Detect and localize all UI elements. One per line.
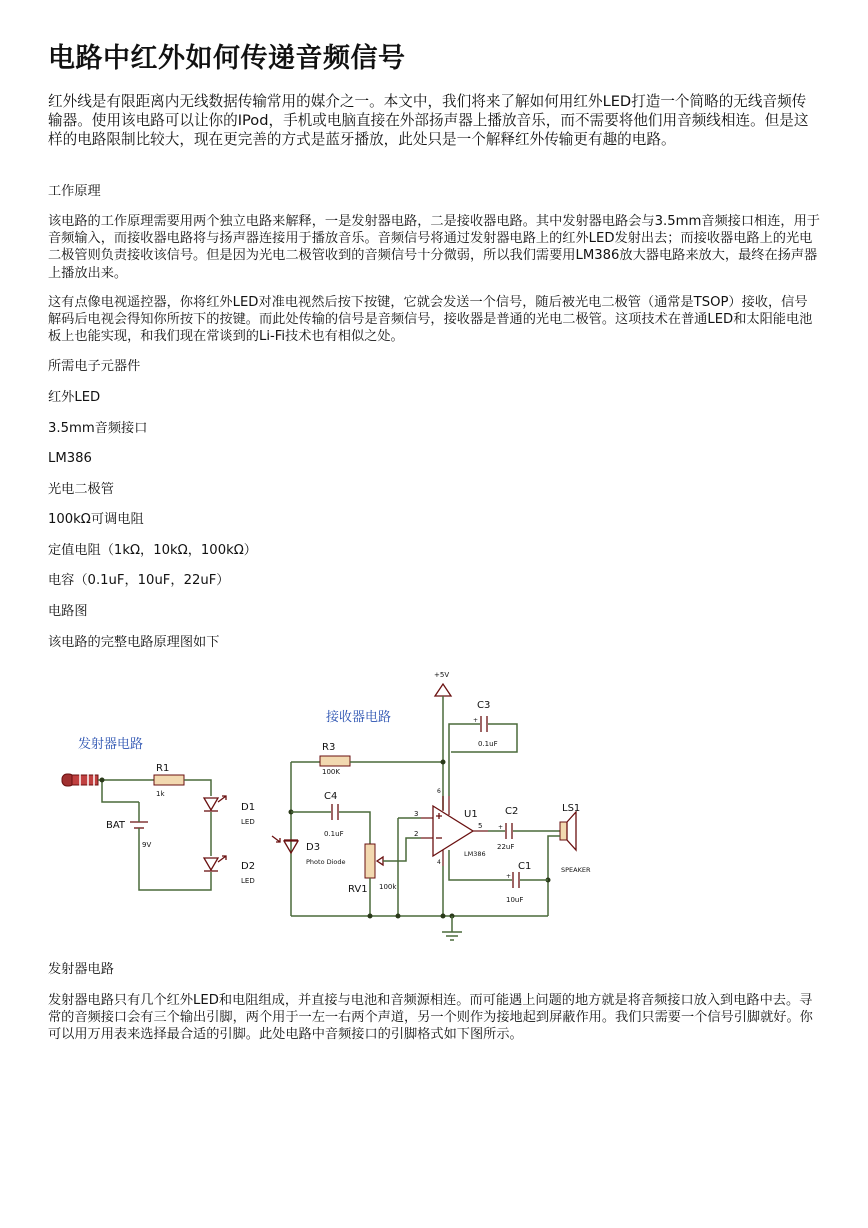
rv1-label: RV1 <box>348 884 368 895</box>
r1-label: R1 <box>156 763 170 774</box>
circuit-schematic <box>48 666 608 954</box>
c2-label: C2 <box>505 806 519 817</box>
c1-plus: + <box>506 873 512 880</box>
component-item: 红外LED <box>48 390 101 405</box>
heading-diagram: 电路图 <box>48 604 88 619</box>
rv1-value: 100k <box>379 883 397 891</box>
resistor-r1 <box>154 775 184 785</box>
r3-value: 100K <box>322 768 340 776</box>
d1-type: LED <box>241 818 255 826</box>
pin3-label: 3 <box>414 810 419 818</box>
ground-icon <box>442 932 462 940</box>
component-item: 电容（0.1uF，10uF，22uF） <box>48 573 230 588</box>
resistor-r3 <box>320 756 350 766</box>
d3-label: D3 <box>306 842 321 853</box>
audio-jack-icon <box>62 773 98 787</box>
capacitor-c1 <box>513 872 519 888</box>
c4-value: 0.1uF <box>324 830 344 838</box>
schematic-svg <box>48 666 608 954</box>
r3-label: R3 <box>322 742 336 753</box>
d1-label: D1 <box>241 802 256 813</box>
component-item: 100kΩ可调电阻 <box>48 512 144 527</box>
c1-label: C1 <box>518 861 532 872</box>
capacitor-c4 <box>332 804 338 820</box>
rx-title: 接收器电路 <box>326 710 392 725</box>
principle-paragraph-2: 这有点像电视遥控器，你将红外LED对准电视然后按下按键，它就会发送一个信号，随后被光电二极管（通常是TSOP）接收，信号解码后电视会得知你所按下的按键。而此处传输的信号是音频信号，接收器是普通的光电二极管。这项技术在普通LED和太阳能电池板上也能实现，和我们现在常谈到的Li-Fi技术也有相似之处。 <box>48 295 813 345</box>
pin4-label: 4 <box>437 859 441 866</box>
ls1-label: LS1 <box>562 803 581 814</box>
vcc-label: +5V <box>434 671 450 679</box>
r1-value: 1k <box>156 790 165 798</box>
pin6-label: 6 <box>437 788 441 795</box>
c3-value: 0.1uF <box>478 740 498 748</box>
bat-value: 9V <box>142 841 152 849</box>
c2-value: 22uF <box>497 843 515 851</box>
page-title: 电路中红外如何传递音频信号 <box>48 43 406 74</box>
c3-plus: + <box>473 717 479 724</box>
capacitor-c2 <box>506 823 512 839</box>
ls1-type: SPEAKER <box>561 866 591 874</box>
c1-value: 10uF <box>506 896 524 904</box>
component-item: 定值电阻（1kΩ，10kΩ，100kΩ） <box>48 543 257 558</box>
c4-label: C4 <box>324 791 338 802</box>
heading-transmitter: 发射器电路 <box>48 962 114 977</box>
led-d2-icon <box>204 856 226 871</box>
transmitter-paragraph: 发射器电路只有几个红外LED和电阻组成，并直接与电池和音频源相连。而可能遇上问题的地方就是将音频接口放入到电路中去。寻常的音频接口会有三个输出引脚，两个用于一左一右两个声道，另一个则作为接地起到屏蔽作用。我们只需要一个信号引脚就好。你可以用万用表来选择最合适的引脚。此处电路中音频接口的引脚格式如下图所示。 <box>48 993 813 1043</box>
u1-label: U1 <box>464 809 478 820</box>
tx-title: 发射器电路 <box>78 737 144 752</box>
led-d1-icon <box>204 796 226 811</box>
battery-icon <box>130 822 148 828</box>
capacitor-c3 <box>481 716 487 732</box>
d2-label: D2 <box>241 861 256 872</box>
speaker-icon <box>560 812 576 850</box>
d3-type: Photo Diode <box>306 858 346 866</box>
d2-type: LED <box>241 877 255 885</box>
bat-label: BAT <box>106 820 126 831</box>
c3-label: C3 <box>477 700 491 711</box>
component-item: 光电二极管 <box>48 482 114 497</box>
heading-principle: 工作原理 <box>48 184 101 199</box>
component-item: 3.5mm音频接口 <box>48 421 148 436</box>
intro-paragraph: 红外线是有限距离内无线数据传输常用的媒介之一。本文中，我们将来了解如何用红外LED打造一个简略的无线音频传输器。使用该电路可以让你的IPod，手机或电脑直接在外部扬声器上播放音乐，而不需要将他们用音频线相连。但是这样的电路限制比较大，现在更完善的方式是蓝牙播放，此处只是一个解释红外传输更有趣的电路。 <box>48 93 809 148</box>
diagram-caption: 该电路的完整电路原理图如下 <box>48 635 220 650</box>
component-item: LM386 <box>48 451 92 466</box>
pin5-label: 5 <box>478 822 483 830</box>
pin2-label: 2 <box>414 830 419 838</box>
photodiode-d3-icon <box>272 836 298 853</box>
potentiometer-rv1 <box>365 844 375 878</box>
principle-paragraph-1: 该电路的工作原理需要用两个独立电路来解释，一是发射器电路，二是接收器电路。其中发射器电路会与3.5mm音频接口相连，用于音频输入，而接收器电路将与扬声器连接用于播放音乐。音频信号将通过发射器电路上的红外LED发射出去；而接收器电路上的光电二极管则负责接收该信号。但是因为光电二极管收到的音频信号十分微弱，所以我们需要用LM386放大器电路来放大，最终在扬声器上播放出来。 <box>48 214 820 281</box>
u1-type: LM386 <box>464 850 486 858</box>
power-arrow-icon <box>435 684 451 696</box>
heading-components: 所需电子元器件 <box>48 359 141 374</box>
c2-plus: + <box>498 824 504 831</box>
